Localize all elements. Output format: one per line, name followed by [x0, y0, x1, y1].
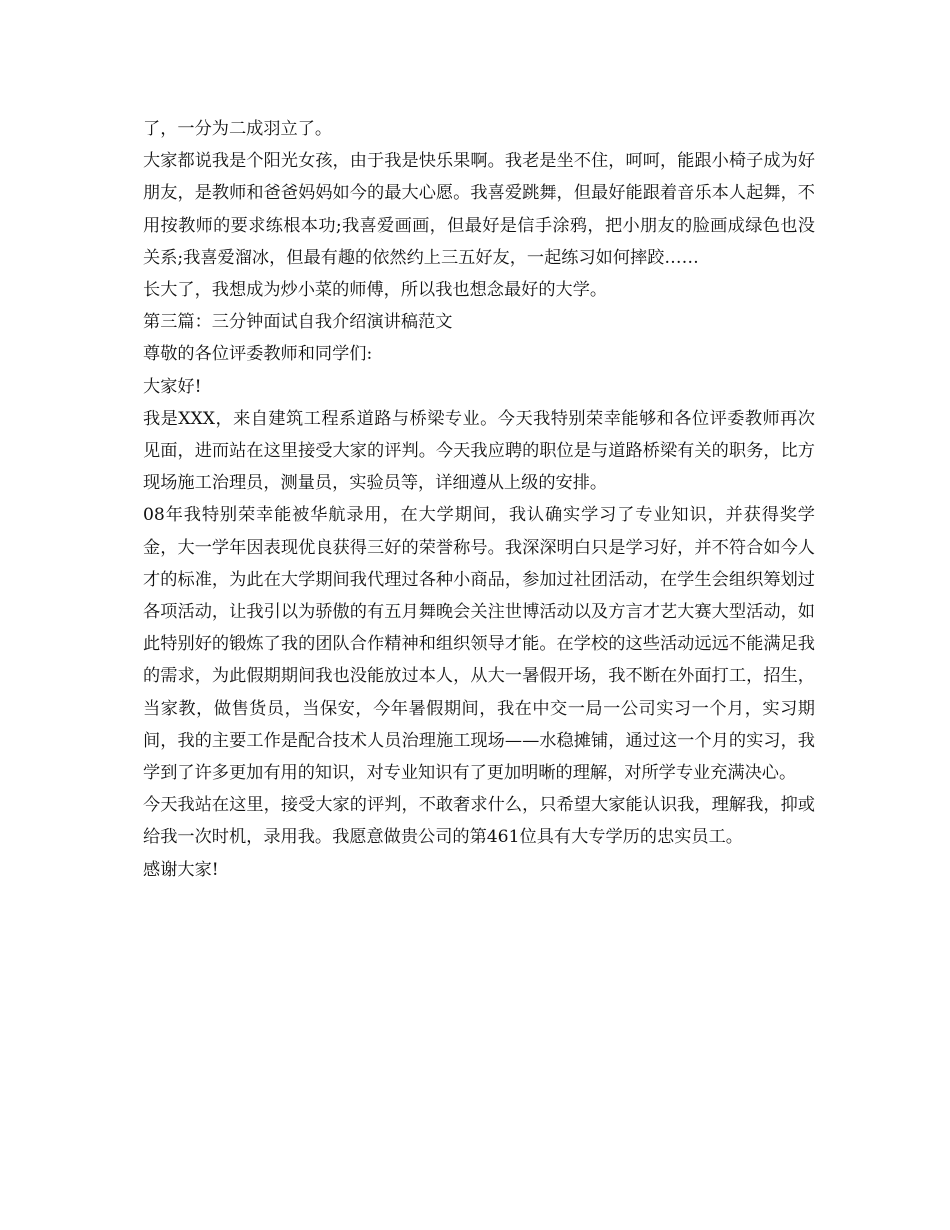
paragraph-experience: 08年我特别荣幸能被华航录用，在大学期间，我认确实学习了专业知识，并获得奖学金，大一学年因表现优良获得三好的荣誉称号。我深深明白只是学习好，并不符合如今人才的标准，为此在大学期间我代理过各种小商品，参加过社团活动，在学生会组织筹划过各项活动，让我引以为骄傲的有五月舞晚会关注世博活动以及方言才艺大赛大型活动，如此特别好的锻炼了我的团队合作精神和组织领导才能。在学校的这些活动远远不能满足我的需求，为此假期期间我也没能放过本人，从大一暑假开场，我不断在外面打工，招生，当家教，做售货员，当保安，今年暑假期间，我在中交一局一公司实习一个月，实习期间，我的主要工作是配合技术人员治理施工现场——水稳摊铺，通过这一个月的实习，我学到了许多更加有用的知识，对专业知识有了更加明晰的理解，对所学专业充满决心。	[143, 505, 815, 784]
paragraph-sunny-girl: 大家都说我是个阳光女孩，由于我是快乐果啊。我老是坐不住，呵呵，能跟小椅子成为好朋友，是教师和爸爸妈妈如今的最大心愿。我喜爱跳舞，但最好能跟着音乐本人起舞，不用按教师的要求练根本功;我喜爱画画，但最好是信手涂鸦，把小朋友的脸画成绿色也没关系;我喜爱溜冰，但最有趣的依然约上三五好友，一起练习如何摔跤……	[143, 151, 815, 268]
document-body	[143, 113, 815, 886]
section-heading: 第三篇：三分钟面试自我介绍演讲稿范文	[143, 312, 453, 333]
paragraph-introduction: 我是XXX，来自建筑工程系道路与桥梁专业。今天我特别荣幸能够和各位评委教师再次见面，进而站在这里接受大家的评判。今天我应聘的职位是与道路桥梁有关的职务，比方现场施工治理员，测量员，实验员等，详细遵从上级的安排。	[143, 408, 815, 494]
thanks-line: 感谢大家!	[143, 859, 219, 880]
paragraph-closing: 今天我站在这里，接受大家的评判，不敢奢求什么，只希望大家能认识我，理解我，抑或给我一次时机，录用我。我愿意做贵公司的第461位具有大专学历的忠实员工。	[143, 795, 815, 848]
paragraph-grow-up: 长大了，我想成为炒小菜的师傅，所以我也想念最好的大学。	[143, 280, 608, 301]
greeting: 大家好!	[143, 376, 202, 397]
salutation: 尊敬的各位评委教师和同学们:	[143, 344, 373, 365]
paragraph-continuation: 了，一分为二成羽立了。	[143, 119, 333, 139]
